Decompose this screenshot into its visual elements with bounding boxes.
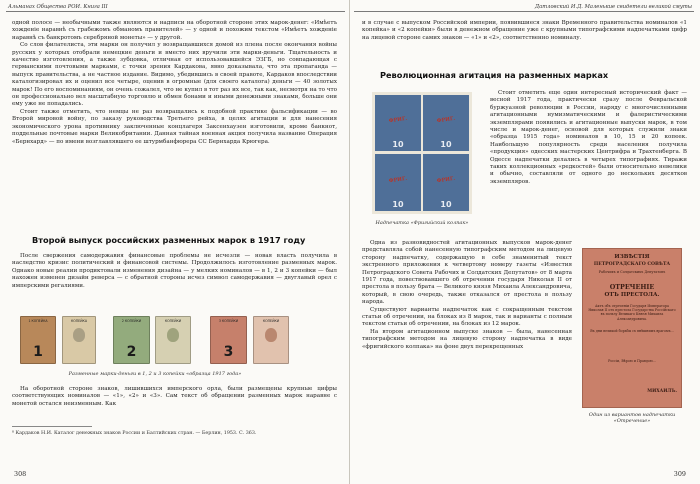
stamp-3-kopek-reverse xyxy=(253,316,289,364)
stamp-denomination: 10 xyxy=(392,140,404,149)
poster-line: ПЕТРОГРАДСКАГО СОВѢТА xyxy=(593,262,671,267)
right-header-rule xyxy=(354,11,694,12)
left-header-rule xyxy=(6,11,345,12)
stamp-2-kopek xyxy=(113,316,150,364)
stamp-label: КОПЕЙКА xyxy=(70,319,87,323)
left-section-heading: Второй выпуск российских разменных марок в 1917 году xyxy=(32,235,306,245)
stamp-denomination: 10 xyxy=(440,200,452,209)
stamp-numeral: 1 xyxy=(33,344,43,360)
right-page xyxy=(350,0,700,484)
overprint-text: ФРИГ. xyxy=(388,116,408,125)
block-stamp xyxy=(374,94,422,152)
stamp-label: 1 КОПЕЙКА xyxy=(28,319,48,323)
stamp-label: КОПЕЙКИ xyxy=(164,319,182,323)
block-stamp xyxy=(422,153,470,212)
footnote: ⁸ Кардаков Н.И. Каталог денежных знаков России и Балтийских стран. — Берлин, 1953. С. 363. xyxy=(12,431,257,436)
poster-caption: Один из вариантов надпечатки «Отречение» xyxy=(588,412,676,424)
block-stamp xyxy=(374,153,422,212)
left-section-text xyxy=(12,253,337,290)
stamp-label: КОПЕЙКИ xyxy=(262,319,280,323)
footnote-rule xyxy=(12,426,92,427)
stamp-3-kopek xyxy=(210,316,247,364)
left-running-head: Альманах Общества РОИ. Книга III xyxy=(8,4,108,10)
stamp-label: 3 КОПЕЙКИ xyxy=(218,319,239,323)
stamp-label: 2 КОПЕЙКИ xyxy=(121,319,142,323)
right-column-text xyxy=(490,90,687,186)
left-intro-text xyxy=(12,20,337,146)
poster-line: Актъ объ отреченiи Государя Императора Николая II отъ престола Государства Россiйскаго въ пользу Великаго Князя Михаила Александровича. xyxy=(588,304,676,321)
block-caption: Надпечатка «Фригийский колпак» xyxy=(375,220,469,226)
stamp-1-kopek xyxy=(20,316,56,364)
right-top-text xyxy=(362,20,687,42)
poster-line: Въ дни великой борьбы съ внѣшнимъ врагомъ... xyxy=(590,329,674,333)
right-main-paragraph: Одна из разновидностей агитационных выпусков марок-денег представляла собой нанесенную типографским методом на лицевую сторону надпечатку, содержащую в себе знаменитый текст экстренного приложения к четвертому номеру газеты «Известия Петроградского Совета Рабочих и Солдатских Депутатов» от 8 марта 1917 года, повествовавшего об отречении государя Николая II от престола в пользу брата — Великого князя Михаила Александровича, который, в свою очередь, также отказался от престола в пользу народа. xyxy=(362,240,572,306)
stamp-numeral: 3 xyxy=(223,344,234,360)
right-column-paragraph: Стоит отметить еще один интересный исторический факт — весной 1917 года, практически сразу после Февральской буржуазной революции в России, наряду с многочисленными агитационными нумизматическими и фалеристическими экземплярами появились и агитационные выпуски марок, в том числе и марок-денег, основой для которых служили знаки «образца 1915 года» номиналов в 10, 15 и 20 копеек. Наибольшую популярность среди населения получила «продукция» одесских мастерских Центрифра и Трахтенберга. В Одессе надпечатки делались в четырех типографиях. Тиражи таких коллекционных «редкостей» были относительно невелики и обычно, составляли от одного до нескольких десятков экземпляров. xyxy=(490,90,687,185)
stamp-2-kopek-reverse xyxy=(155,316,191,364)
otrechenie-poster xyxy=(582,248,682,408)
stamp-denomination: 10 xyxy=(440,140,452,149)
right-main-paragraph: Существуют варианты надпечаток как с сокращенным текстом статьи об отречении, на блоках из 8 марок, так и варианты с полным текстом статьи об отречении, на блоках из 12 марок. xyxy=(362,306,572,328)
right-main-paragraph: На втором агитационном выпуске знаков — была, нанесенная типографским методом на лицевую сторону надпечатка в виде «фригийского колпака» на фоне двух перекрещенных xyxy=(362,328,572,350)
stamp-block-image xyxy=(372,92,472,214)
right-folio: 309 xyxy=(673,470,686,478)
portrait-icon xyxy=(167,328,179,342)
left-paragraph: одной полосе — необычными также являются и надписи на оборотной стороне этих марок-денег: «Имѣетъ хожденiе наравнѣ съ грабежомъ обманомъ правителей» — у одной и похожим текстом «Имѣетъ хожденiе наравнѣ съ банкротомъ серебряной монеты» — у другой. xyxy=(12,20,337,41)
stamps-caption: Разменные марки-деньги в 1, 2 и 3 копейки «образца 1917 года» xyxy=(68,371,242,377)
left-paragraph: Со слов филателиста, эти марки он получил у возвращавшихся домой из плена после окончания войны русских у которых отобрали немецкие деньги и вместо них вручили эти марки-деньги. Тщательность и качество изготовления, а также зубцовка, отличная от использовавшейся ЭЗГБ, но совпадающая с германскими почтовыми марками, с точки зрения Кардакова, явно доказывала, что эта пропаганда — выпуск правительства, а не частное издание. Видимо, убедившись в своей правоте, Кардаков впоследствии каталогизировал их и оценил все четыре, оценив в огромные (для своего каталога) деньги — 40 золотых марок! По его воспоминаниям, он очень сожалел, что не купил в тот раз их все, так как, несмотря на то что он профессионально вел масштабную торговлю и обмен бонами и иными денежными знаками, больше они ему уже не попадались. xyxy=(12,42,337,108)
left-section-paragraph: После свержения самодержавия финансовые проблемы не исчезли — новая власть получила в наследство кризис политический и финансовой системы. Продолжилось изготовление разменных марок. Однако новые реалии продиктовали изменения дизайна — у мелких номиналов — в 1, 2 и 3 копейки — был нахожен изменен дизайн реверса — с обратной стороны исчез символ самодержавия — двуглавый орел с имперскими регалиями. xyxy=(12,253,337,289)
right-top-paragraph: и в случае с выпуском Российской империи, появившиеся знаки Временного правительства номиналов «1 копейка» и «2 копейки» были в денежном обращение уже с крупными типографскими надпечатками цифр на лицевой стороне самих знаков — «1» и «2», соответственно номиналу. xyxy=(362,20,687,41)
stamp-numeral: 2 xyxy=(126,344,137,360)
right-main-text xyxy=(362,240,572,351)
portrait-icon xyxy=(265,328,277,342)
block-stamp xyxy=(422,94,470,152)
stamp-denomination: 10 xyxy=(392,200,404,209)
poster-line: ОТРЕЧЕНIЕ xyxy=(609,283,655,291)
poster-line: Россiи, Вѣрою и Правдою... xyxy=(608,359,656,363)
left-folio: 308 xyxy=(14,470,27,478)
poster-line: МИХАИЛЪ. xyxy=(647,389,677,394)
stamp-1-kopek-reverse xyxy=(62,316,96,364)
poster-line: Рабочихъ и Солдатскихъ Депутатовъ xyxy=(598,270,666,274)
right-section-heading: Революционная агитация на разменных марках xyxy=(380,70,609,80)
poster-line: ИЗВѢСТIЯ xyxy=(614,254,650,260)
overprint-text: ФРИГ. xyxy=(436,116,456,125)
left-closing-paragraph: На оборотной стороне знаков, лишившихся имперского орла, были размещены крупные цифры соответствующих номиналов — «1», «2» и «3». Сам текст об обращении разменных марок наравне с монетой остался неизменным. Как xyxy=(12,386,337,407)
portrait-icon xyxy=(73,328,85,342)
poster-line: ОТЪ ПРЕСТОЛА. xyxy=(604,292,660,298)
right-running-head: Датловский И.Д. Маленькие свидетели великой смуты xyxy=(534,4,692,10)
left-closing-text xyxy=(12,386,337,408)
left-paragraph: Стоит также отметить, что немцы не раз возвращались к подобной практике фальсификации — во Второй мировой войну, по заказу руководства Третьего рейха, в целях агитации и для нанесения экономического урона противнику заключенные концлагеря Заксенхаузен изготовили, кроме банкнот, поддельные почтовые марки Великобритании. Данная тайная военная акция получила название Операция «Бернхард» — по имени возглавлявшего ее штурмбанфюрера СС Бернхарда Крюгера. xyxy=(12,108,337,145)
overprint-text: ФРИГ. xyxy=(388,175,408,185)
overprint-text: ФРИГ. xyxy=(436,175,456,185)
